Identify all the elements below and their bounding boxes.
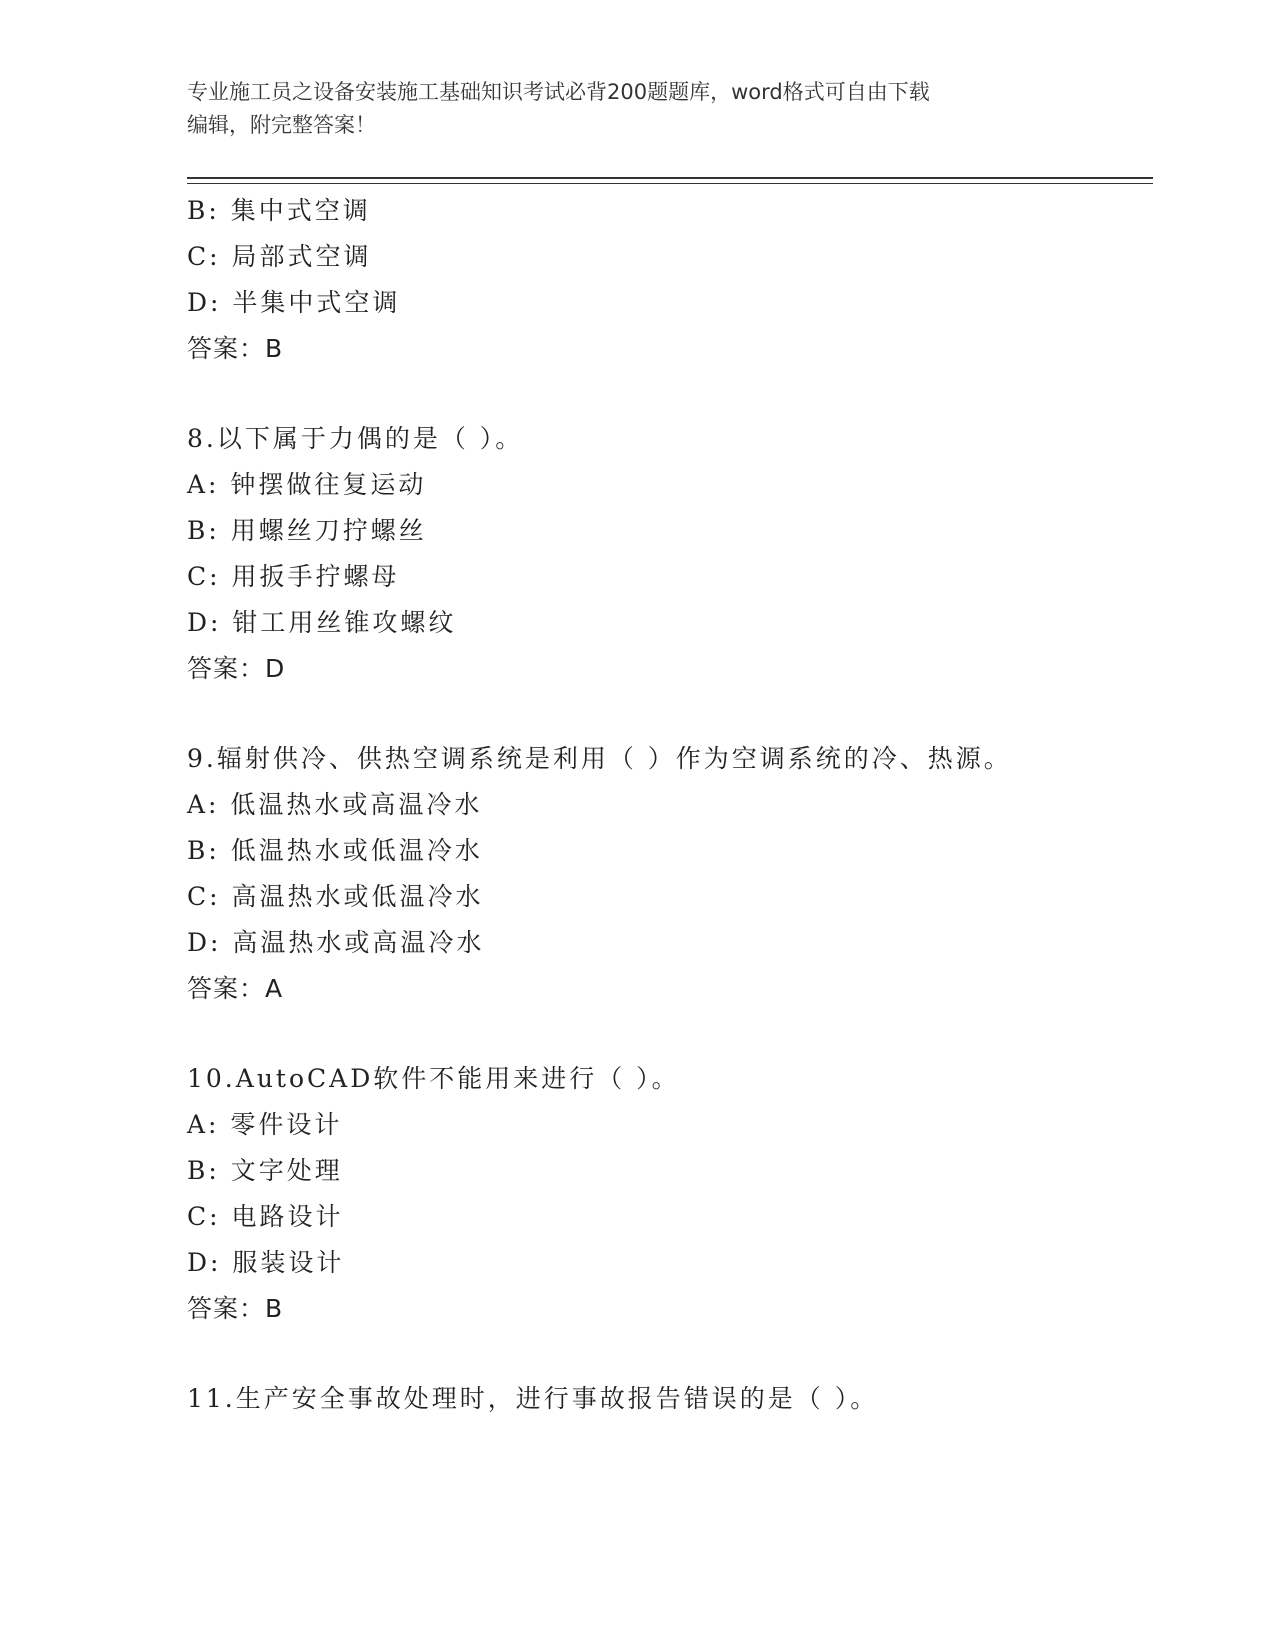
option-c: C: 高温热水或低温冷水 — [187, 882, 484, 911]
question-stem: 8.以下属于力偶的是（ ）。 — [187, 424, 524, 453]
question-8 — [187, 416, 1153, 692]
option-b: B: 低温热水或低温冷水 — [187, 836, 483, 865]
option-c: C: 用扳手拧螺母 — [187, 562, 400, 591]
question-stem: 11.生产安全事故处理时，进行事故报告错误的是（ ）。 — [187, 1384, 879, 1413]
question-stem: 9.辐射供冷、供热空调系统是利用（ ）作为空调系统的冷、热源。 — [187, 744, 1012, 773]
option-d: D: 高温热水或高温冷水 — [187, 928, 485, 957]
option-a: A: 钟摆做往复运动 — [187, 470, 427, 499]
option-c: C: 电路设计 — [187, 1202, 344, 1231]
option-a: A: 低温热水或高温冷水 — [187, 790, 483, 819]
header-line-1: 专业施工员之设备安装施工基础知识考试必背200题题库，word格式可自由下载 — [187, 80, 930, 104]
option-d: D: 钳工用丝锥攻螺纹 — [187, 608, 457, 637]
option-c: C: 局部式空调 — [187, 242, 372, 271]
option-b: B: 文字处理 — [187, 1156, 343, 1185]
answer-line: 答案：A — [187, 974, 284, 1003]
option-d: D: 半集中式空调 — [187, 288, 401, 317]
option-b: B: 集中式空调 — [187, 196, 371, 225]
question-fragment — [187, 188, 1153, 372]
option-d: D: 服装设计 — [187, 1248, 345, 1277]
answer-line: 答案：D — [187, 654, 286, 683]
question-list — [187, 188, 1153, 1422]
question-10 — [187, 1056, 1153, 1332]
option-b: B: 用螺丝刀拧螺丝 — [187, 516, 427, 545]
header-rule-thick — [187, 177, 1153, 179]
question-11 — [187, 1376, 1153, 1422]
answer-line: 答案：B — [187, 1294, 284, 1323]
question-stem: 10.AutoCAD软件不能用来进行（ ）。 — [187, 1064, 680, 1093]
header-line-2: 编辑，附完整答案！ — [187, 113, 376, 137]
question-9 — [187, 736, 1153, 1012]
option-a: A: 零件设计 — [187, 1110, 343, 1139]
answer-line: 答案：B — [187, 334, 284, 363]
header-rule-thin — [187, 183, 1153, 184]
document-header — [187, 76, 1087, 142]
